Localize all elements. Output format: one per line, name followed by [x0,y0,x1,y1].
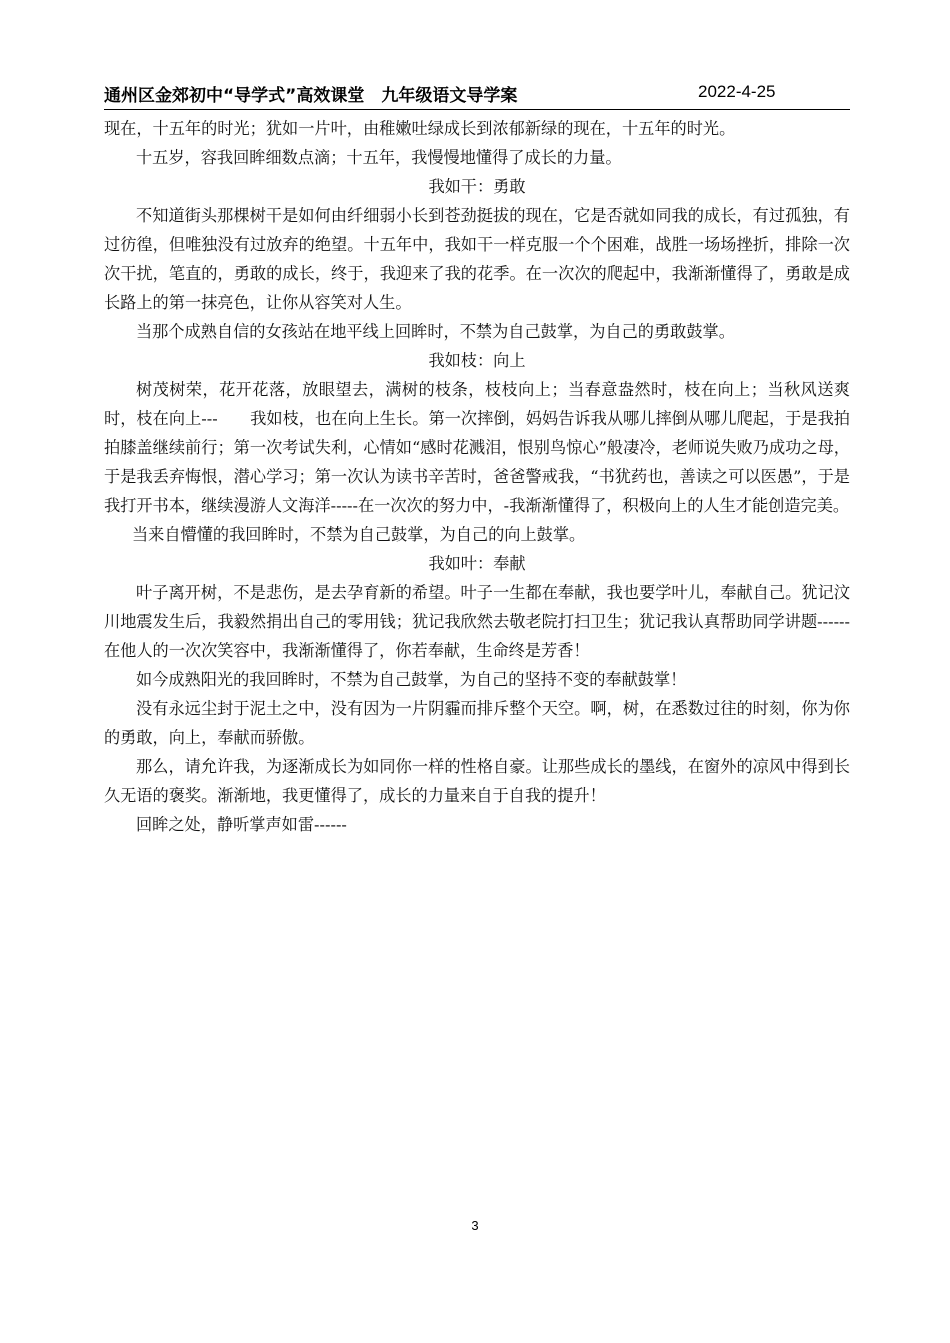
header-date: 2022-4-25 [698,82,776,101]
section-heading-courage: 我如干：勇敢 [428,177,526,196]
paragraph: 如今成熟阳光的我回眸时，不禁为自己鼓掌，为自己的坚持不变的奉献鼓掌！ [136,670,687,689]
paragraph: 叶子离开树，不是悲伤，是去孕育新的希望。叶子一生都在奉献，我也要学叶儿，奉献自己。犹记汶川地震发生后，我毅然捐出自己的零用钱；犹记我欣然去敬老院打扫卫生；犹记我认真帮助同学讲题------在他人的一次次笑容中，我渐渐懂得了，你若奉献，生命终是芳香！ [104,583,850,660]
paragraph: 不知道街头那棵树干是如何由纤细弱小长到苍劲挺拔的现在，它是否就如同我的成长，有过孤独，有过彷徨，但唯独没有过放弃的绝望。十五年中，我如干一样克服一个个困难，战胜一场场挫折，排除一次次干扰，笔直的，勇敢的成长，终于，我迎来了我的花季。在一次次的爬起中，我渐渐懂得了，勇敢是成长路上的第一抹亮色，让你从容笑对人生。 [104,206,850,312]
essay-body [104,114,850,839]
paragraph: 没有永远尘封于泥土之中，没有因为一片阴霾而排斥整个天空。啊，树，在悉数过往的时刻，你为你的勇敢，向上，奉献而骄傲。 [104,699,850,747]
paragraph: 现在，十五年的时光；犹如一片叶，由稚嫩吐绿成长到浓郁新绿的现在，十五年的时光。 [104,119,736,138]
paragraph: 回眸之处，静听掌声如雷------ [136,815,347,834]
paragraph: 那么，请允许我，为逐渐成长为如同你一样的性格自豪。让那些成长的墨线，在窗外的凉风中得到长久无语的褒奖。渐渐地，我更懂得了，成长的力量来自于自我的提升！ [104,757,850,805]
section-heading-upward: 我如枝：向上 [428,351,526,370]
paragraph: 十五岁，容我回眸细数点滴；十五年，我慢慢地懂得了成长的力量。 [136,148,622,167]
section-heading-dedication: 我如叶：奉献 [428,554,526,573]
paragraph: 树茂树荣，花开花落，放眼望去，满树的枝条，枝枝向上；当春意盎然时，枝在向上；当秋风送爽时，枝在向上--- 我如枝，也在向上生长。第一次摔倒，妈妈告诉我从哪儿摔倒从哪儿爬起，于是我拍拍膝盖继续前行；第一次考试失利，心情如“感时花溅泪，恨别鸟惊心”般凄冷，老师说失败乃成功之母，于是我丢弃悔恨，潜心学习；第一次认为读书辛苦时，爸爸警戒我，“书犹药也，善读之可以医愚”，于是我打开书本，继续漫游人文海洋-----在一次次的努力中，-我渐渐懂得了，积极向上的人生才能创造完美。 [104,380,850,515]
header-title: 通州区金郊初中“导学式”高效课堂 九年级语文导学案 [104,86,518,106]
page-number: 3 [471,1218,479,1233]
paragraph: 当来自懵懂的我回眸时，不禁为自己鼓掌，为自己的向上鼓掌。 [132,525,586,544]
page-header [104,79,850,110]
paragraph: 当那个成熟自信的女孩站在地平线上回眸时，不禁为自己鼓掌，为自己的勇敢鼓掌。 [136,322,735,341]
